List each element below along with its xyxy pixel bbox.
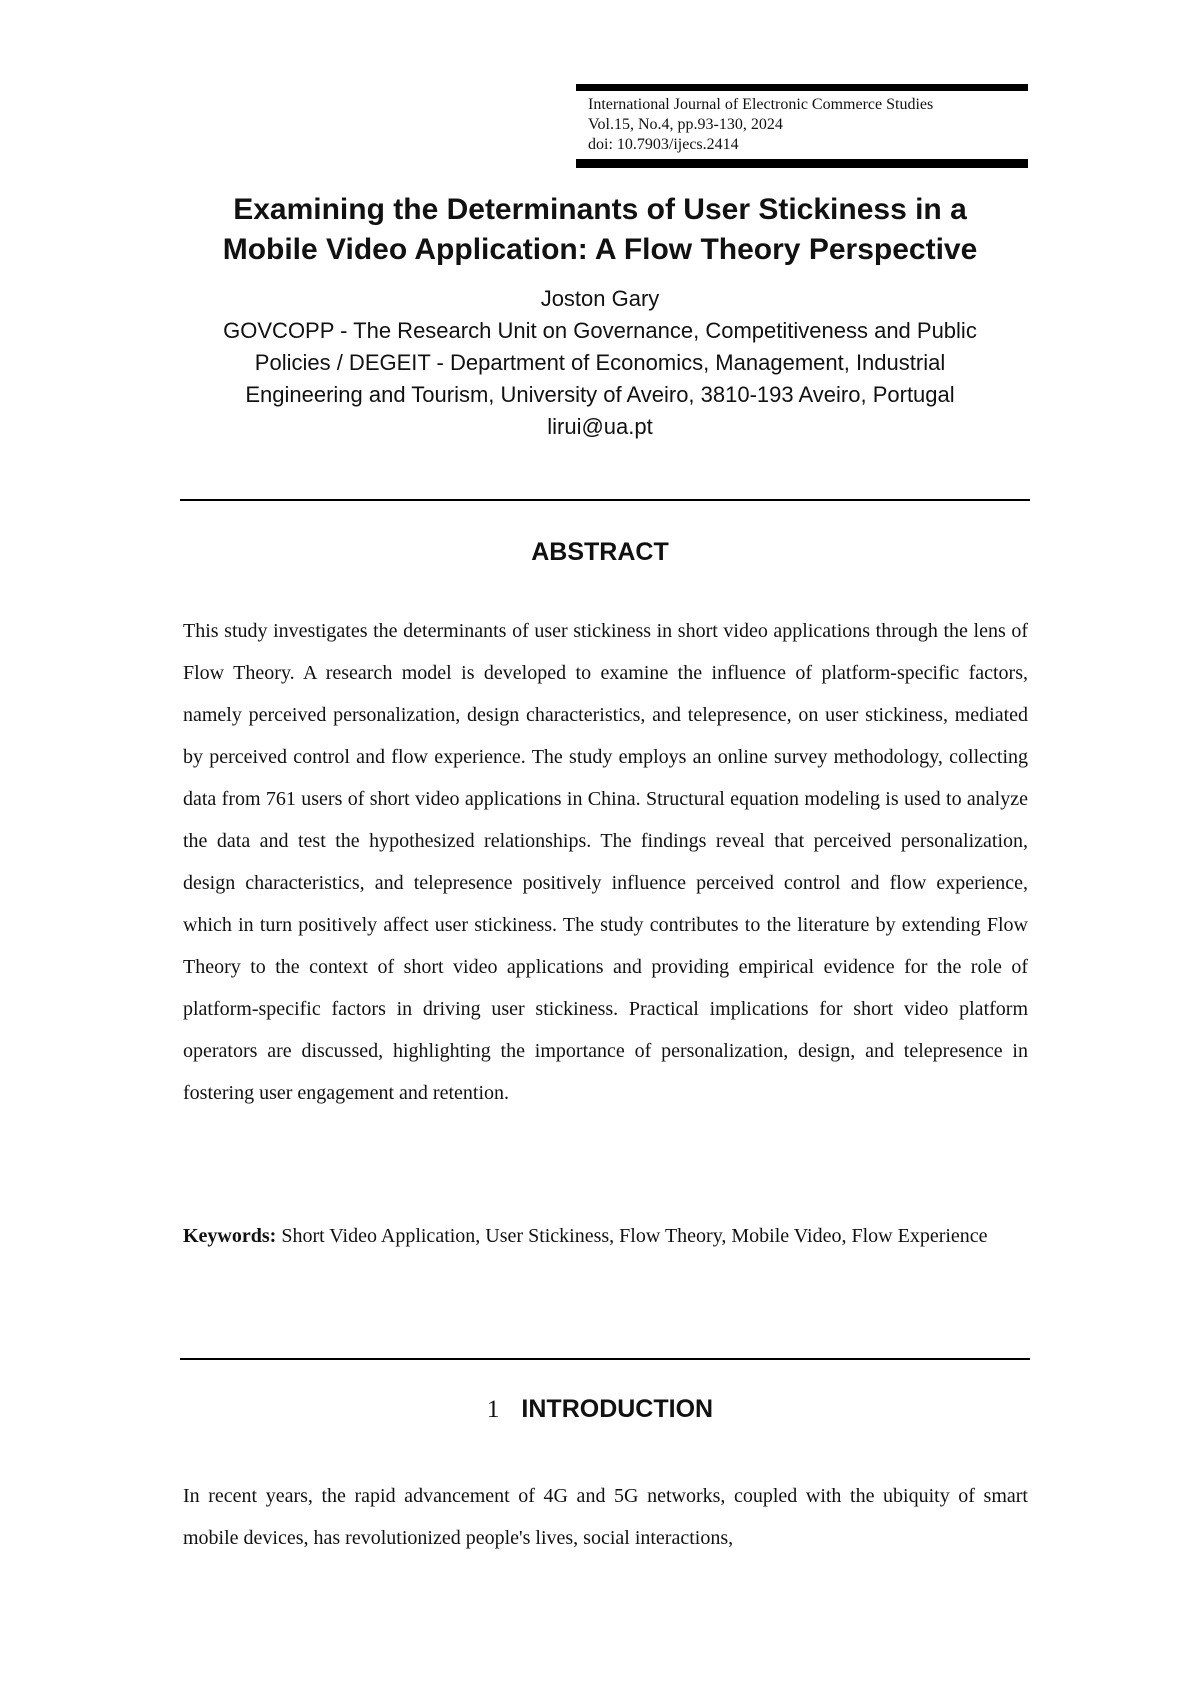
introduction-number: 1 [486, 1396, 500, 1423]
abstract-body: This study investigates the determinants of user stickiness in short video applications through the lens of Flow Theory. A research model is developed to examine the influence of platform-specific factors, namely perceived personalization, design characteristics, and telepresence, on user stickiness, mediated by perceived control and flow experience. The study employs an online survey methodology, collecting data from 761 users of short video applications in China. Structural equation modeling is used to analyze the data and test the hypothesized relationships. The findings reveal that perceived personalization, design characteristics, and telepresence positively influence perceived control and flow experience, which in turn positively affect user stickiness. The study contributes to the literature by extending Flow Theory to the context of short video applications and providing empirical evidence for the role of platform-specific factors in driving user stickiness. Practical implications for short video platform operators are discussed, highlighting the importance of personalization, design, and telepresence in fostering user engagement and retention. [183, 620, 1028, 1104]
paper-title-line-1: Examining the Determinants of User Stickiness in a [233, 193, 967, 226]
journal-volume: Vol.15, No.4, pp.93-130, 2024 [588, 116, 783, 133]
author-email: lirui@ua.pt [547, 414, 653, 439]
journal-doi: doi: 10.7903/ijecs.2414 [588, 136, 739, 153]
paper-title-line-2: Mobile Video Application: A Flow Theory Perspective [222, 233, 978, 266]
journal-header-top-rule [576, 84, 1028, 91]
author-block [100, 283, 1100, 443]
keywords-list: Short Video Application, User Stickiness, Flow Theory, Mobile Video, Flow Experience [281, 1225, 988, 1247]
author-affiliation-line-2: Policies / DEGEIT - Department of Economics, Management, Industrial [254, 350, 946, 375]
journal-header-bottom-rule [576, 159, 1028, 168]
author-affiliation-line-3: Engineering and Tourism, University of Aveiro, 3810-193 Aveiro, Portugal [245, 382, 955, 407]
keywords-label: Keywords: [183, 1225, 277, 1247]
journal-header [576, 84, 1028, 168]
introduction-body: In recent years, the rapid advancement of 4G and 5G networks, coupled with the ubiquity of smart mobile devices, has revolutionized people's lives, social interactions, [183, 1485, 1028, 1549]
divider-top [180, 499, 1030, 501]
author-affiliation-line-1: GOVCOPP - The Research Unit on Governance, Competitiveness and Public [223, 318, 977, 343]
journal-name: International Journal of Electronic Commerce Studies [588, 96, 934, 113]
divider-bottom [180, 1358, 1030, 1360]
author-name: Joston Gary [540, 286, 660, 311]
paper-title [100, 190, 1100, 270]
keywords [183, 1215, 1028, 1257]
abstract-heading: ABSTRACT [531, 538, 669, 566]
introduction-title: INTRODUCTION [521, 1395, 714, 1423]
introduction-heading [100, 1395, 1100, 1424]
